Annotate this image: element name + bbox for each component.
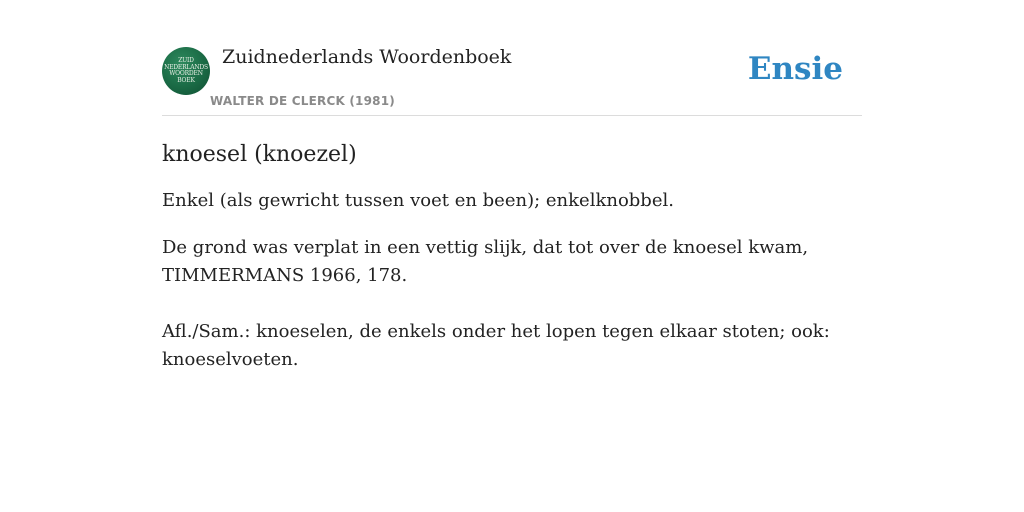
dictionary-entry-card	[162, 40, 862, 374]
entry-example-quote: De grond was verplat in een vettig slijk, dat tot over de knoesel kwam, TIMMERMANS 1966, 178.	[162, 237, 809, 286]
source-author: WALTER DE CLERCK (1981)	[210, 94, 395, 108]
cover-text-line: NEDERLANDS	[164, 63, 208, 71]
ensie-logo-link[interactable]: Ensie	[747, 51, 843, 87]
cover-text-line: ZUID	[178, 57, 194, 64]
source-header	[162, 40, 862, 116]
entry-derivations: Afl./Sam.: knoeselen, de enkels onder het lopen tegen elkaar stoten; ook: knoeselvoeten.	[162, 321, 830, 370]
entry-definition: Enkel (als gewricht tussen voet en been); enkelknobbel.	[162, 190, 674, 211]
book-cover-image[interactable]	[162, 47, 210, 95]
cover-text-line: BOEK	[177, 76, 195, 84]
entry-headword: knoesel (knoezel)	[162, 142, 357, 167]
cover-text-line: WOORDEN	[169, 70, 203, 77]
source-title-link[interactable]: Zuidnederlands Woordenboek	[222, 46, 512, 68]
